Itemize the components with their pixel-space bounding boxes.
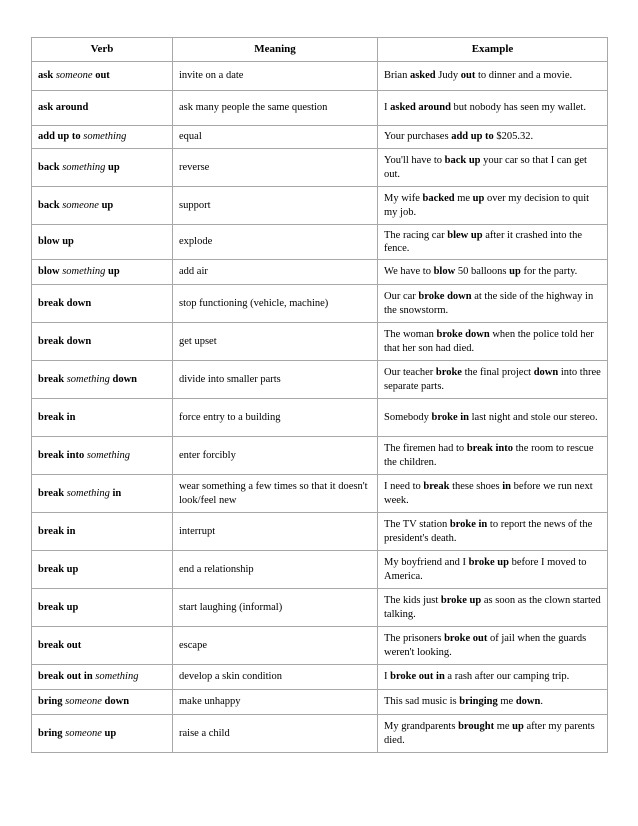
bold-text: bring [38,696,66,708]
bold-text: ask [38,70,56,82]
table-row [32,690,608,715]
bold-text: break [38,373,67,385]
table-row [32,513,608,551]
bold-text: break in [38,525,76,537]
bold-text: break in [38,411,76,423]
plain-text: You'll have to [384,155,445,167]
table-row [32,551,608,589]
placeholder-text: someone [65,727,102,739]
meaning-cell: force entry to a building [173,399,378,437]
meaning-cell: ask many people the same question [173,91,378,126]
placeholder-text: something [62,266,106,278]
bold-text: broke down [418,291,472,303]
verb-cell [32,323,173,361]
verb-cell [32,665,173,690]
bold-text: back [38,199,63,211]
plain-text: when the police told her that her son had died. [384,329,594,354]
bold-text: up [101,727,117,739]
verb-cell [32,475,173,513]
example-cell [378,399,608,437]
meaning-cell: equal [173,126,378,149]
example-cell [378,715,608,753]
example-cell [378,260,608,285]
plain-text: after it crashed into the fence. [384,229,582,254]
table-row [32,475,608,513]
table-row [32,285,608,323]
phrasal-verbs-table [31,37,608,753]
meaning-cell: start laughing (informal) [173,589,378,627]
plain-text: of jail when the guards weren't looking. [384,633,587,658]
bold-text: broke up [468,557,509,569]
example-cell [378,551,608,589]
plain-text: me [494,721,513,733]
verb-cell [32,715,173,753]
example-cell [378,665,608,690]
table-header-row [32,38,608,62]
table-row [32,91,608,126]
bold-text: broke up [440,595,482,607]
table-row [32,260,608,285]
table-row [32,589,608,627]
placeholder-text: something [86,449,130,461]
meaning-cell: reverse [173,149,378,187]
bold-text: broke in [449,519,488,531]
bold-text: up [472,193,485,205]
bold-text: broke out in [390,671,445,683]
plain-text: We have to [384,266,434,278]
verb-cell [32,627,173,665]
plain-text: your car so that I can get out. [384,155,587,180]
bold-text: broke [435,367,462,379]
table-row [32,323,608,361]
meaning-cell: divide into smaller parts [173,361,378,399]
verb-cell [32,225,173,260]
plain-text: This sad music is [384,696,460,708]
bold-text: back [38,161,63,173]
plain-text: before we run next week. [384,481,593,506]
plain-text: 50 balloons [455,266,510,278]
table-row [32,361,608,399]
bold-text: broke down [436,329,490,341]
verb-cell [32,260,173,285]
meaning-cell: invite on a date [173,62,378,91]
meaning-cell: interrupt [173,513,378,551]
bold-text: break out [38,639,82,651]
meaning-cell: add air [173,260,378,285]
example-cell [378,187,608,225]
plain-text: $205.32. [493,131,534,143]
plain-text: Your purchases [384,131,452,143]
verb-cell [32,551,173,589]
meaning-cell: raise a child [173,715,378,753]
plain-text: My grandparents [384,721,459,733]
table-row [32,665,608,690]
plain-text: The prisoners [384,633,445,645]
meaning-cell: explode [173,225,378,260]
meaning-cell: wear something a few times so that it doesn't look/feel new [173,475,378,513]
verb-cell [32,399,173,437]
verb-cell [32,187,173,225]
table-row [32,149,608,187]
placeholder-text: something [62,161,106,173]
plain-text: I [384,102,391,114]
bold-text: out [460,70,476,82]
plain-text: the room to rescue the children. [384,443,594,468]
bold-text: back up [444,155,481,167]
verb-cell [32,126,173,149]
bold-text: backed [422,193,455,205]
bold-text: up [98,199,114,211]
example-cell [378,323,608,361]
bold-text: in [502,481,511,493]
plain-text: but nobody has seen my wallet. [450,102,586,114]
bold-text: ask around [38,102,89,114]
example-cell [378,285,608,323]
meaning-cell: make unhappy [173,690,378,715]
example-cell [378,361,608,399]
plain-text: as soon as the clown started talking. [384,595,601,620]
header-verb: Verb [32,38,173,62]
bold-text: up [512,721,524,733]
bold-text: break into [466,443,514,455]
bold-text: in [109,487,122,499]
example-cell [378,91,608,126]
meaning-cell: stop functioning (vehicle, machine) [173,285,378,323]
example-cell [378,225,608,260]
plain-text: to report the news of the president's death. [384,519,593,544]
plain-text: to dinner and a movie. [475,70,573,82]
verb-cell [32,437,173,475]
example-cell [378,437,608,475]
meaning-cell: enter forcibly [173,437,378,475]
bold-text: blow [38,266,63,278]
bold-text: down [533,367,559,379]
meaning-cell: support [173,187,378,225]
bold-text: up [105,266,120,278]
verb-cell [32,149,173,187]
bold-text: break up [38,563,79,575]
example-cell [378,126,608,149]
header-meaning: Meaning [173,38,378,62]
bold-text: blow [433,266,456,278]
bold-text: asked [409,70,436,82]
table-row [32,225,608,260]
bold-text: break down [38,335,92,347]
bold-text: brought [458,721,495,733]
bold-text: asked around [390,102,451,114]
table-row [32,437,608,475]
plain-text: the final project [461,367,534,379]
example-cell [378,62,608,91]
bold-text: blow up [38,236,74,248]
verb-cell [32,589,173,627]
plain-text: at the side of the highway in the snowstorm. [384,291,594,316]
placeholder-text: someone [65,696,102,708]
plain-text: Our car [384,291,419,303]
plain-text: these shoes [449,481,503,493]
plain-text: a rash after our camping trip. [444,671,570,683]
verb-cell [32,62,173,91]
bold-text: break [38,487,67,499]
verb-cell [32,361,173,399]
table-row [32,399,608,437]
plain-text: The woman [384,329,437,341]
table-row [32,126,608,149]
example-cell [378,475,608,513]
bold-text: bringing [459,696,498,708]
example-cell [378,513,608,551]
example-cell [378,589,608,627]
bold-text: down [515,696,541,708]
plain-text: I need to [384,481,424,493]
plain-text: me [497,696,516,708]
placeholder-text: someone [62,199,99,211]
bold-text: add up to [38,131,84,143]
plain-text: I [384,671,391,683]
plain-text: . [540,696,543,708]
example-cell [378,690,608,715]
meaning-cell: end a relationship [173,551,378,589]
meaning-cell: escape [173,627,378,665]
plain-text: Our teacher [384,367,436,379]
plain-text: into three separate parts. [384,367,601,392]
plain-text: last night and stole our stereo. [469,411,598,423]
example-cell [378,149,608,187]
table-row [32,62,608,91]
plain-text: Brian [384,70,410,82]
bold-text: bring [38,727,66,739]
bold-text: broke in [431,411,469,423]
bold-text: down [109,373,137,385]
verb-cell [32,690,173,715]
plain-text: before I moved to America. [384,557,587,582]
plain-text: after my parents died. [384,721,595,746]
plain-text: The firemen had to [384,443,467,455]
verb-cell [32,91,173,126]
bold-text: up [105,161,120,173]
header-example: Example [378,38,608,62]
plain-text: The TV station [384,519,450,531]
placeholder-text: something [95,671,139,683]
bold-text: blew up [447,229,483,241]
plain-text: The racing car [384,229,448,241]
example-cell [378,627,608,665]
bold-text: break into [38,449,87,461]
plain-text: over my decision to quit my job. [384,193,590,218]
bold-text: down [101,696,130,708]
meaning-cell: develop a skin condition [173,665,378,690]
plain-text: me [454,193,473,205]
placeholder-text: something [66,487,110,499]
bold-text: up [509,266,521,278]
table-row [32,627,608,665]
table-row [32,187,608,225]
verb-cell [32,513,173,551]
bold-text: add up to [451,131,494,143]
bold-text: break [423,481,450,493]
bold-text: out [92,70,110,82]
plain-text: My wife [384,193,423,205]
meaning-cell: get upset [173,323,378,361]
plain-text: for the party. [520,266,578,278]
bold-text: break down [38,297,92,309]
plain-text: Judy [435,70,461,82]
placeholder-text: someone [55,70,93,82]
plain-text: Somebody [384,411,432,423]
plain-text: My boyfriend and I [384,557,469,569]
bold-text: break up [38,601,79,613]
table-row [32,715,608,753]
plain-text: The kids just [384,595,441,607]
placeholder-text: something [83,131,127,143]
bold-text: broke out [444,633,488,645]
verb-cell [32,285,173,323]
bold-text: break out in [38,671,96,683]
placeholder-text: something [66,373,110,385]
